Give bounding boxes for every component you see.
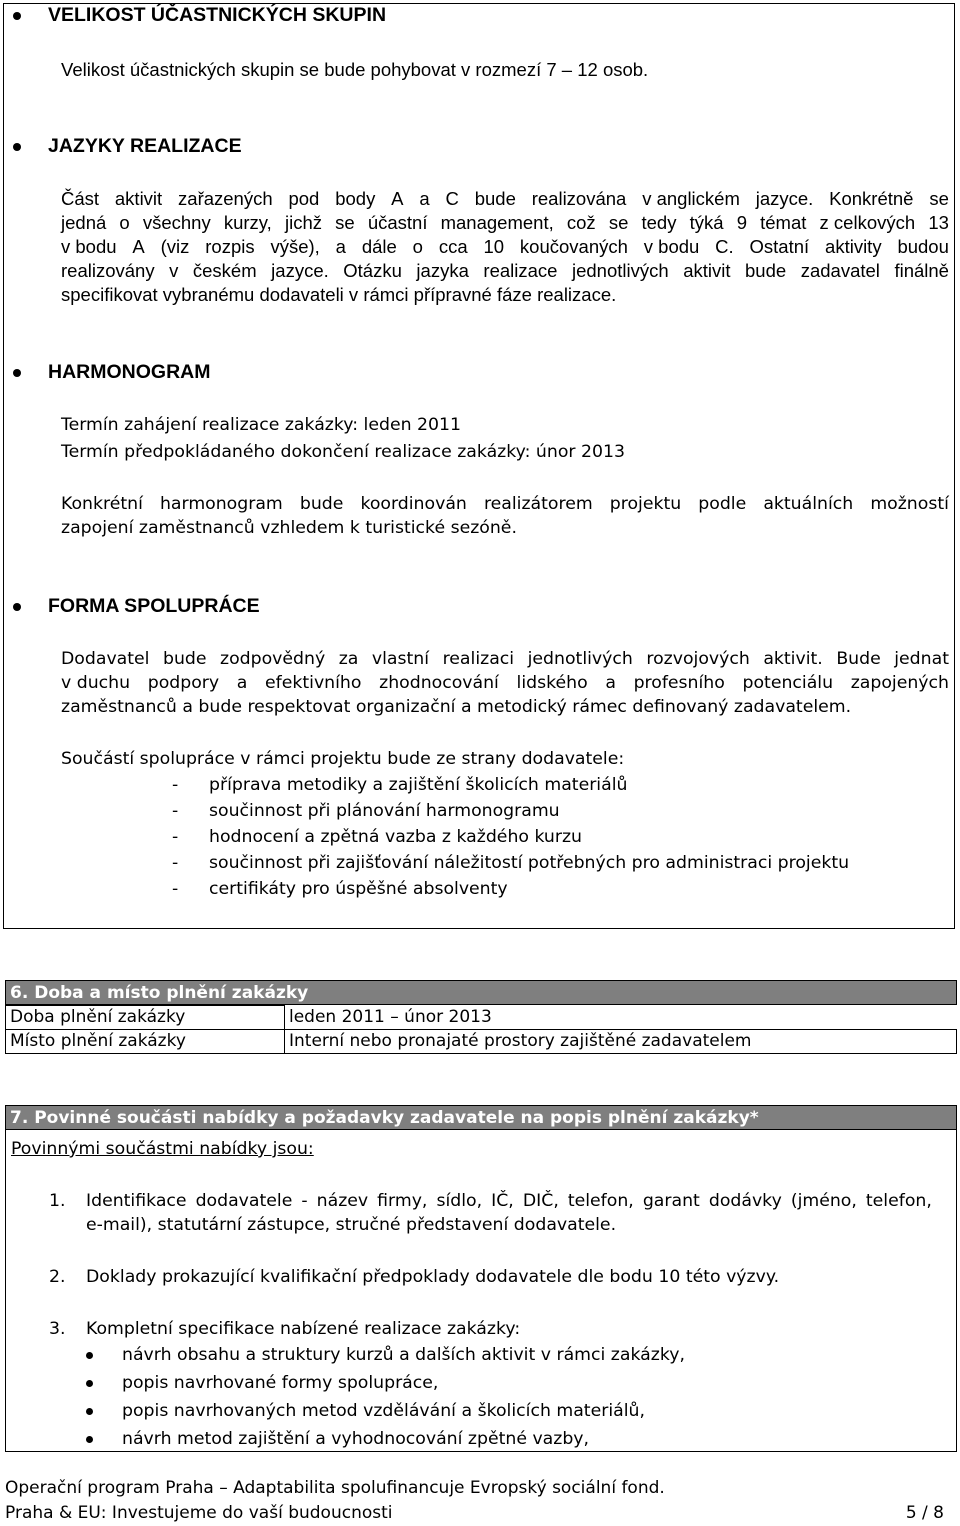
word: v bodu xyxy=(643,236,700,257)
word: zhodnocování xyxy=(379,673,499,693)
word: Ostatní xyxy=(749,236,810,257)
word: pod xyxy=(288,188,320,209)
word: lidského xyxy=(516,673,588,693)
word: Bude xyxy=(836,649,881,669)
word: témat xyxy=(760,212,807,233)
word: telefon, xyxy=(567,1191,634,1211)
item-1-line-1 xyxy=(86,1189,932,1213)
word: jichž xyxy=(284,212,322,233)
word: zapojených xyxy=(850,673,949,693)
subitem: návrh obsahu a struktury kurzů a dalších aktivit v rámci zakázky, xyxy=(122,1345,685,1365)
item-2-text: Doklady prokazující kvalifikační předpoklady dodavatele dle bodu 10 této výzvy. xyxy=(86,1267,780,1287)
bullet-icon xyxy=(86,1352,93,1359)
subitem: popis navrhovaných metod vzdělávání a školicích materiálů, xyxy=(122,1401,645,1421)
list-dash: - xyxy=(172,879,179,899)
bullet-icon xyxy=(13,603,21,611)
heading-jazyky: JAZYKY REALIZACE xyxy=(48,135,242,157)
section7-header: 7. Povinné součásti nabídky a požadavky zadavatele na popis plnění zakázky* xyxy=(5,1105,957,1130)
word: dodávky xyxy=(708,1191,782,1211)
word: garant xyxy=(642,1191,700,1211)
spoluprace-para-line-1 xyxy=(61,647,949,671)
spoluprace-list-item: certifikáty pro úspěšné absolventy xyxy=(209,879,508,899)
word: sídlo, xyxy=(436,1191,483,1211)
word: C. xyxy=(715,236,734,257)
word: dále xyxy=(361,236,397,257)
item-number: 2. xyxy=(49,1267,66,1287)
word: bude xyxy=(299,494,344,514)
bullet-icon xyxy=(86,1380,93,1387)
spoluprace-list-item: hodnocení a zpětná vazba z každého kurzu xyxy=(209,827,583,847)
word: se xyxy=(335,212,355,233)
item-number: 3. xyxy=(49,1319,66,1339)
spoluprace-list-item: součinnost při plánování harmonogramu xyxy=(209,801,560,821)
word: Část xyxy=(61,188,100,209)
word: bude xyxy=(162,649,207,669)
word: jednotlivých xyxy=(527,649,633,669)
bullet-icon xyxy=(86,1436,93,1443)
heading-harmonogram: HARMONOGRAM xyxy=(48,361,211,383)
word: v anglickém xyxy=(642,188,740,209)
heading-ucastnici: VELIKOST ÚČASTNICKÝCH SKUPIN xyxy=(48,4,387,26)
word: zařazených xyxy=(178,188,273,209)
word: vlastní xyxy=(371,649,430,669)
word: a xyxy=(335,236,346,257)
table-cell-value: leden 2011 – únor 2013 xyxy=(285,1006,957,1030)
table-cell-label: Místo plnění zakázky xyxy=(6,1030,285,1054)
word: budou xyxy=(897,236,949,257)
word: rozvojových xyxy=(646,649,750,669)
harmonogram-end: Termín předpokládaného dokončení realizace zakázky: únor 2013 xyxy=(61,442,625,462)
word: jazyce. xyxy=(755,188,814,209)
word: efektivního xyxy=(265,673,362,693)
spoluprace-list-item: příprava metodiky a zajištění školicích materiálů xyxy=(209,775,628,795)
word: zodpovědný xyxy=(220,649,326,669)
word: A xyxy=(391,188,404,209)
word: aktuálních xyxy=(763,494,854,514)
bullet-icon xyxy=(13,143,21,151)
jazyky-line-2 xyxy=(61,211,949,235)
word: realizovány xyxy=(61,260,155,281)
word: jazyce. xyxy=(271,260,329,281)
word: 13 xyxy=(928,212,949,233)
word: o xyxy=(412,236,423,257)
word: IČ, xyxy=(491,1191,514,1211)
word: projektu xyxy=(609,494,682,514)
word: firmy, xyxy=(377,1191,428,1211)
word: tedy xyxy=(641,212,677,233)
jazyky-line-5: specifikovat vybranému dodavateli v rámci přípravné fáze realizace. xyxy=(61,284,617,305)
word: dodavatele xyxy=(195,1191,293,1211)
item-number: 1. xyxy=(49,1191,66,1211)
word: název xyxy=(316,1191,369,1211)
word: za xyxy=(338,649,359,669)
word: finálně xyxy=(894,260,949,281)
footer-line-1: Operační program Praha – Adaptabilita spolufinancuje Evropský sociální fond. xyxy=(5,1478,665,1498)
word: 10 xyxy=(483,236,505,257)
word: v bodu xyxy=(61,236,117,257)
text-ucastnici: Velikost účastnických skupin se bude pohybovat v rozmezí 7 – 12 osob. xyxy=(61,59,649,80)
list-dash: - xyxy=(172,801,179,821)
word: Identifikace xyxy=(86,1191,187,1211)
word: aktivit xyxy=(683,260,731,281)
word: se xyxy=(929,188,949,209)
word: realizace xyxy=(483,260,558,281)
word: cca xyxy=(438,236,468,257)
bullet-icon xyxy=(13,369,21,377)
word: realizátorem xyxy=(483,494,593,514)
table-row xyxy=(6,1030,957,1054)
word: účastní xyxy=(367,212,428,233)
word: o xyxy=(119,212,130,233)
word: jednotlivých xyxy=(571,260,669,281)
word: (viz xyxy=(160,236,190,257)
word: se xyxy=(608,212,629,233)
word: bude xyxy=(474,188,516,209)
word: Otázku xyxy=(343,260,402,281)
heading-spoluprace: FORMA SPOLUPRÁCE xyxy=(48,595,260,617)
list-dash: - xyxy=(172,853,179,873)
word: realizována xyxy=(531,188,627,209)
word: výše), xyxy=(270,236,320,257)
word: což xyxy=(566,212,596,233)
page-number: 5 / 8 xyxy=(905,1503,944,1523)
word: Konkrétní xyxy=(61,494,143,514)
harmonogram-para-line-2: zapojení zaměstnanců vzhledem k turistické sezóně. xyxy=(61,518,517,538)
word: 9 xyxy=(736,212,747,233)
word: realizaci xyxy=(442,649,515,669)
word: aktivit. xyxy=(763,649,823,669)
word: aktivit xyxy=(114,188,163,209)
harmonogram-para-line-1 xyxy=(61,492,949,516)
bullet-icon xyxy=(86,1408,93,1415)
word: Konkrétně xyxy=(829,188,914,209)
word: a xyxy=(236,673,248,693)
word: body xyxy=(335,188,376,209)
word: koučovaných xyxy=(519,236,628,257)
list-dash: - xyxy=(172,827,179,847)
spoluprace-list-item: součinnost při zajišťování náležitostí potřebných pro administraci projektu xyxy=(209,853,850,873)
jazyky-line-4 xyxy=(61,259,949,283)
section6-table xyxy=(5,1005,957,1054)
word: v xyxy=(169,260,179,281)
bullet-icon xyxy=(13,12,21,20)
word: možností xyxy=(870,494,949,514)
item-3-text: Kompletní specifikace nabízené realizace zakázky: xyxy=(86,1319,521,1339)
word: kurzy, xyxy=(223,212,272,233)
table-cell-label: Doba plnění zakázky xyxy=(6,1006,285,1030)
word: aktivity xyxy=(825,236,882,257)
word: z celkových xyxy=(819,212,916,233)
spoluprace-para-line-2 xyxy=(61,671,949,695)
word: C xyxy=(445,188,459,209)
word: a xyxy=(605,673,616,693)
harmonogram-start: Termín zahájení realizace zakázky: leden 2011 xyxy=(61,415,462,435)
jazyky-line-1 xyxy=(61,187,949,211)
word: harmonogram xyxy=(159,494,283,514)
word: bude xyxy=(745,260,787,281)
item-1-line-2: e-mail), statutární zástupce, stručné představení dodavatele. xyxy=(86,1215,617,1235)
spoluprace-para-line-3: zaměstnanců a bude respektovat organizační a metodický rámec definovaný zadavatelem. xyxy=(61,697,852,717)
word: podle xyxy=(698,494,747,514)
word: A xyxy=(132,236,145,257)
spoluprace-list-intro: Součástí spolupráce v rámci projektu bude ze strany dodavatele: xyxy=(61,749,625,769)
table-row xyxy=(6,1006,957,1030)
word: Dodavatel xyxy=(61,649,150,669)
word: a xyxy=(419,188,430,209)
word: jednat xyxy=(894,649,949,669)
word: rozpis xyxy=(205,236,255,257)
list-dash: - xyxy=(172,775,179,795)
word: koordinován xyxy=(360,494,467,514)
word: jedná xyxy=(61,212,107,233)
word: všechny xyxy=(142,212,211,233)
section6-header: 6. Doba a místo plnění zakázky xyxy=(5,980,957,1005)
word: management, xyxy=(440,212,554,233)
word: podpory xyxy=(147,673,220,693)
subitem: popis navrhované formy spolupráce, xyxy=(122,1373,439,1393)
word: DIČ, xyxy=(522,1191,559,1211)
word: jazyka xyxy=(416,260,469,281)
word: - xyxy=(301,1191,308,1211)
footer-line-2: Praha & EU: Investujeme do vaší budoucnosti xyxy=(5,1503,393,1523)
word: v duchu xyxy=(61,673,131,693)
section7-subheading: Povinnými součástmi nabídky jsou: xyxy=(11,1139,314,1159)
word: zadavatel xyxy=(800,260,880,281)
word: českém xyxy=(192,260,257,281)
table-cell-value: Interní nebo pronajaté prostory zajištěné zadavatelem xyxy=(285,1030,957,1054)
word: profesního xyxy=(633,673,725,693)
word: týká xyxy=(689,212,724,233)
word: potenciálu xyxy=(742,673,834,693)
word: (jméno, xyxy=(790,1191,857,1211)
jazyky-line-3 xyxy=(61,235,949,259)
subitem: návrh metod zajištění a vyhodnocování zpětné vazby, xyxy=(122,1429,590,1449)
word: telefon, xyxy=(865,1191,932,1211)
